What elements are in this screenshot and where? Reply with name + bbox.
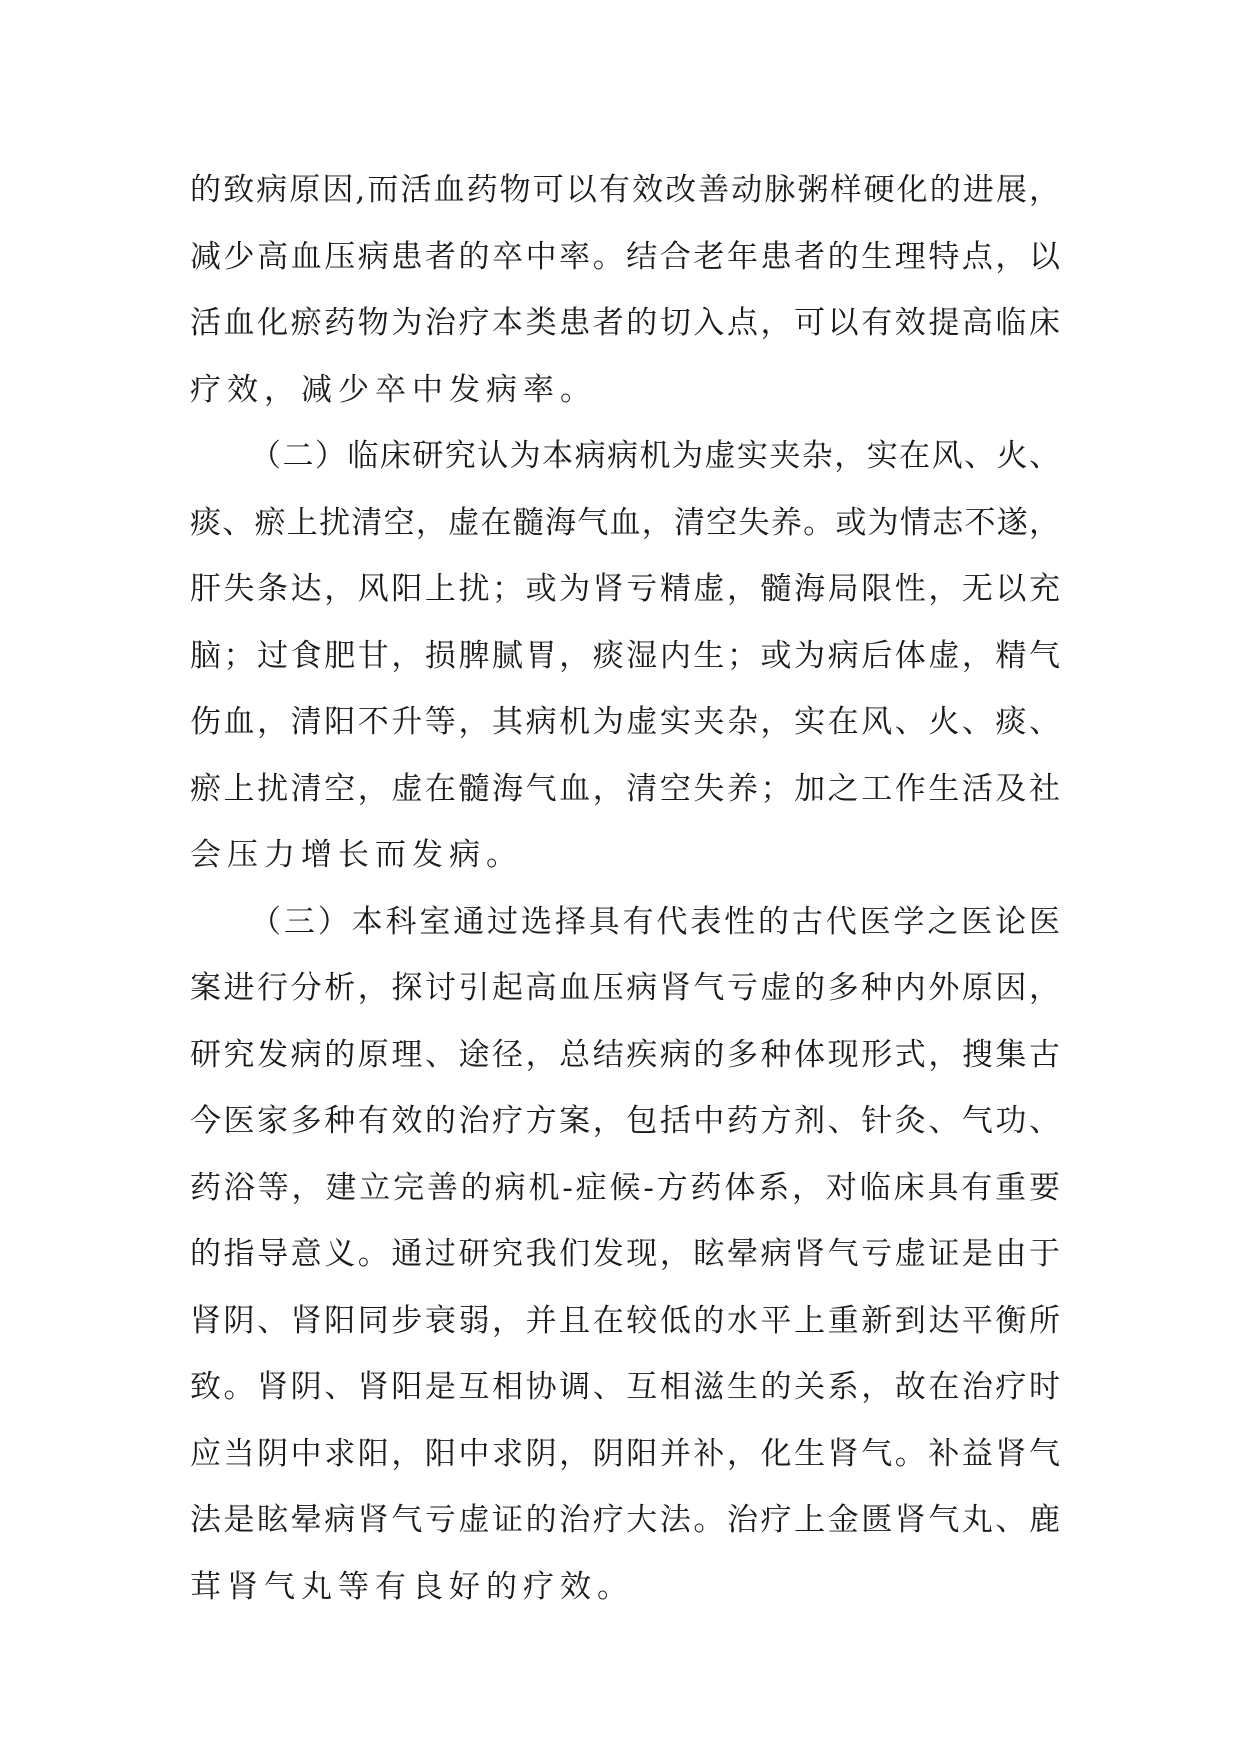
body-text bbox=[190, 157, 1060, 1620]
paragraph-2-line-4: 脑；过食肥甘，损脾腻胃，痰湿内生；或为病后体虚，精气 bbox=[190, 637, 1060, 674]
paragraph-3-line-5: 药浴等，建立完善的病机-症候-方药体系，对临床具有重要 bbox=[190, 1169, 1060, 1206]
paragraph-3-line-10: 法是眩晕病肾气亏虚证的治疗大法。治疗上金匮肾气丸、鹿 bbox=[190, 1502, 1060, 1538]
paragraph-2-line-6: 瘀上扰清空，虚在髓海气血，清空失养；加之工作生活及社 bbox=[190, 770, 1060, 807]
paragraph-2-line-5: 伤血，清阳不升等，其病机为虚实夹杂，实在风、火、痰、 bbox=[190, 704, 1060, 740]
paragraph-3-line-11: 茸肾气丸等有良好的疗效。 bbox=[190, 1568, 634, 1605]
paragraph-2-line-7: 会压力增长而发病。 bbox=[190, 837, 523, 873]
paragraph-1-line-3: 活血化瘀药物为治疗本类患者的切入点，可以有效提高临床 bbox=[190, 305, 1060, 341]
paragraph-3-line-7: 肾阴、肾阳同步衰弱，并且在较低的水平上重新到达平衡所 bbox=[190, 1302, 1060, 1339]
paragraph-1-line-2: 减少高血压病患者的卒中率。结合老年患者的生理特点，以 bbox=[190, 238, 1060, 275]
paragraph-3-line-2: 案进行分析，探讨引起高血压病肾气亏虚的多种内外原因， bbox=[190, 970, 1060, 1006]
paragraph-3-line-4: 今医家多种有效的治疗方案，包括中药方剂、针灸、气功、 bbox=[190, 1103, 1060, 1139]
paragraph-3-line-8: 致。肾阴、肾阳是互相协调、互相滋生的关系，故在治疗时 bbox=[190, 1369, 1060, 1405]
paragraph-3-line-6: 的指导意义。通过研究我们发现，眩晕病肾气亏虚证是由于 bbox=[190, 1236, 1060, 1272]
paragraph-2-line-3: 肝失条达，风阳上扰；或为肾亏精虚，髓海局限性，无以充 bbox=[190, 571, 1060, 607]
paragraph-3-line-3: 研究发病的原理、途径，总结疾病的多种体现形式，搜集古 bbox=[190, 1036, 1060, 1073]
paragraph-2-line-2: 痰、瘀上扰清空，虚在髓海气血，清空失养。或为情志不遂， bbox=[190, 504, 1060, 541]
paragraph-1-line-4: 疗效，减少卒中发病率。 bbox=[190, 371, 597, 408]
paragraph-3-line-1: （三）本科室通过选择具有代表性的古代医学之医论医 bbox=[250, 903, 1060, 940]
paragraph-1-line-1: 的致病原因,而活血药物可以有效改善动脉粥样硬化的进展， bbox=[190, 172, 1060, 208]
paragraph-3-line-9: 应当阴中求阳，阳中求阴，阴阳并补，化生肾气。补益肾气 bbox=[190, 1435, 1060, 1472]
paragraph-2-line-1: （二）临床研究认为本病病机为虚实夹杂，实在风、火、 bbox=[250, 438, 1060, 474]
